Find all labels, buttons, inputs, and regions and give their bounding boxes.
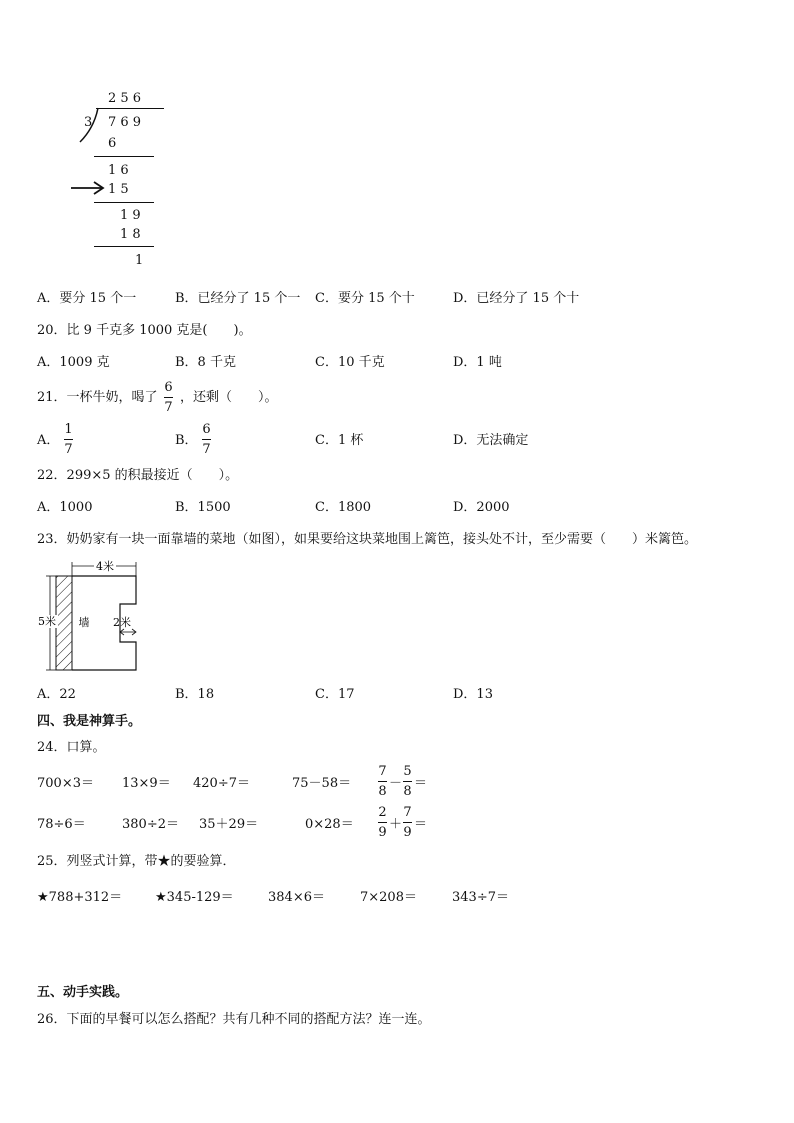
q22-option-a[interactable]: A．1000 xyxy=(37,500,93,515)
q24-r1-frac-a xyxy=(378,765,387,798)
section-4-title: 四、我是神算手。 xyxy=(37,714,142,729)
q24-r1-frac-op: － xyxy=(389,776,403,791)
section-5-title: 五、动手实践。 xyxy=(37,985,129,1000)
q22-option-d[interactable]: D．2000 xyxy=(453,500,510,515)
q22-text: 22．299×5 的积最接近（ ）。 xyxy=(37,468,239,483)
q24-r2-frac-b xyxy=(403,806,412,839)
q25-item-4: 7×208＝ xyxy=(360,890,417,905)
division-step-1: 6 xyxy=(108,136,117,151)
q21-option-b-fraction[interactable] xyxy=(202,423,211,456)
q24-r2-item-3: 35＋29＝ xyxy=(199,817,259,832)
q25-item-2: ★345-129＝ xyxy=(155,890,234,905)
q24-r2-item-1: 78÷6＝ xyxy=(37,817,86,832)
fig-left-label: 5米 xyxy=(38,615,56,628)
fig-wall-label: 墙 xyxy=(78,616,90,629)
right-arrow-icon xyxy=(70,180,106,196)
q24-r1-frac-b xyxy=(403,765,412,798)
division-line-2 xyxy=(94,202,154,203)
q24-r2-item-2: 380÷2＝ xyxy=(122,817,179,832)
q24-r1-item-2: 13×9＝ xyxy=(122,776,171,791)
fig-top-label: 4米 xyxy=(96,560,114,573)
q25-item-3: 384×6＝ xyxy=(268,890,325,905)
q24-r1-frac-b-num: 5 xyxy=(403,764,412,779)
q20-option-c[interactable]: C．10 千克 xyxy=(315,355,385,370)
q19-option-b[interactable]: B．已经分了 15 个一 xyxy=(175,291,301,306)
q25-text: 25．列竖式计算，带★的要验算． xyxy=(37,854,236,869)
q24-r1-item-1: 700×3＝ xyxy=(37,776,94,791)
q24-r2-frac-a-num: 2 xyxy=(378,805,387,820)
q23-option-c[interactable]: C．17 xyxy=(315,687,355,702)
q21-text-after: ，还剩（ ）。 xyxy=(180,390,278,405)
q20-option-b[interactable]: B．8 千克 xyxy=(175,355,236,370)
q23-option-d[interactable]: D．13 xyxy=(453,687,493,702)
division-line-1 xyxy=(94,156,154,157)
q21-opt-b-num: 6 xyxy=(202,422,211,437)
q23-text: 23．奶奶家有一块一面靠墙的菜地（如图），如果要给这块菜地围上篱笆，接头处不计，至少需要（ ）米篱笆。 xyxy=(37,532,698,547)
q24-r1-frac-a-num: 7 xyxy=(378,764,387,779)
q21-frac-den: 7 xyxy=(164,400,173,415)
q19-option-a[interactable]: A．要分 15 个一 xyxy=(37,291,137,306)
q22-option-b[interactable]: B．1500 xyxy=(175,500,231,515)
division-step-3: 1 5 xyxy=(108,182,129,197)
q20-option-d[interactable]: D．1 吨 xyxy=(453,355,502,370)
q24-r2-item-4: 0×28＝ xyxy=(305,817,354,832)
q20-text: 20．比 9 千克多 1000 克是( )。 xyxy=(37,323,252,338)
q24-text: 24．口算。 xyxy=(37,740,106,755)
q24-r2-frac-b-den: 9 xyxy=(403,825,412,840)
q24-r2-frac-a xyxy=(378,806,387,839)
q24-r1-frac-b-den: 8 xyxy=(403,784,412,799)
q21-fraction xyxy=(164,381,173,414)
q24-r2-frac-eq: ＝ xyxy=(414,817,428,832)
q25-item-1: ★788+312＝ xyxy=(37,890,123,905)
q21-option-a-label[interactable]: A． xyxy=(37,433,60,448)
division-divisor: 3 xyxy=(84,115,93,130)
division-dividend: 7 6 9 xyxy=(108,115,142,130)
q21-opt-a-num: 1 xyxy=(64,422,73,437)
q24-r1-item-3: 420÷7＝ xyxy=(193,776,250,791)
q21-text-before: 21．一杯牛奶，喝了 xyxy=(37,390,158,405)
q24-r1-frac-eq: ＝ xyxy=(414,776,428,791)
q25-item-5: 343÷7＝ xyxy=(452,890,509,905)
q19-option-d[interactable]: D．已经分了 15 个十 xyxy=(453,291,580,306)
q23-option-a[interactable]: A．22 xyxy=(37,687,76,702)
q24-r1-frac-a-den: 8 xyxy=(378,784,387,799)
garden-figure xyxy=(34,560,144,675)
q22-option-c[interactable]: C．1800 xyxy=(315,500,372,515)
division-line-3 xyxy=(94,246,154,247)
q24-r2-frac-op: ＋ xyxy=(389,817,403,832)
q21-option-b-label[interactable]: B． xyxy=(175,433,198,448)
q19-option-c[interactable]: C．要分 15 个十 xyxy=(315,291,415,306)
q21-option-a-fraction[interactable] xyxy=(64,423,73,456)
division-quotient-line xyxy=(96,108,164,109)
q23-option-b[interactable]: B．18 xyxy=(175,687,215,702)
division-step-4: 1 9 xyxy=(120,208,141,223)
division-quotient: 2 5 6 xyxy=(108,91,142,106)
q21-opt-b-den: 7 xyxy=(202,442,211,457)
q24-r1-item-4: 75－58＝ xyxy=(292,776,352,791)
fig-inner-label: 2米 xyxy=(113,616,131,629)
q24-r2-frac-b-num: 7 xyxy=(403,805,412,820)
division-step-2: 1 6 xyxy=(108,163,129,178)
q21-option-c[interactable]: C．1 杯 xyxy=(315,433,364,448)
division-step-5: 1 8 xyxy=(120,227,141,242)
wall-hatch xyxy=(56,576,72,670)
q21-option-d[interactable]: D．无法确定 xyxy=(453,433,529,448)
q21-frac-num: 6 xyxy=(164,380,173,395)
q24-r2-frac-a-den: 9 xyxy=(378,825,387,840)
division-remainder: 1 xyxy=(135,253,144,268)
q21-opt-a-den: 7 xyxy=(64,442,73,457)
q20-option-a[interactable]: A．1009 克 xyxy=(37,355,110,370)
q26-text: 26．下面的早餐可以怎么搭配？共有几种不同的搭配方法？连一连。 xyxy=(37,1012,431,1027)
